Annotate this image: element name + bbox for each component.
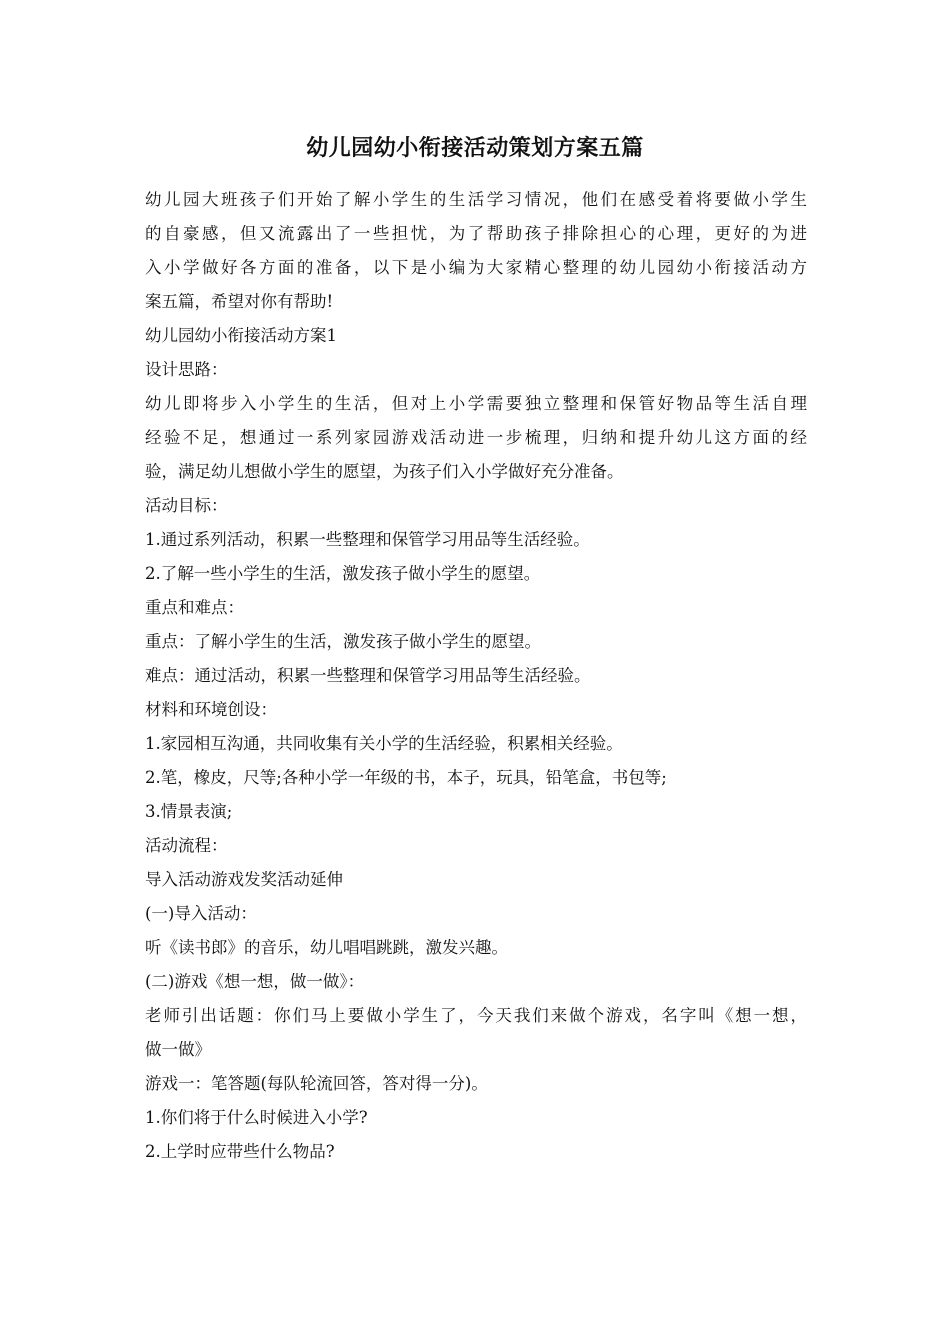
step1-heading: (一)导入活动： <box>145 904 257 923</box>
intro-line: 的自豪感，但又流露出了一些担忧，为了帮助孩子排除担心的心理，更好的为进 <box>145 224 807 243</box>
step1-text: 听《读书郎》的音乐，幼儿唱唱跳跳，激发兴趣。 <box>145 938 508 957</box>
design-heading: 设计思路： <box>145 360 228 379</box>
goal-item: 1.通过系列活动，积累一些整理和保管学习用品等生活经验。 <box>145 530 590 549</box>
design-line: 经验不足，想通过一系列家园游戏活动进一步梳理，归纳和提升幼儿这方面的经 <box>145 428 807 447</box>
design-line: 幼儿即将步入小学生的生活，但对上小学需要独立整理和保管好物品等生活自理 <box>145 394 807 413</box>
intro-line: 幼儿园大班孩子们开始了解小学生的生活学习情况，他们在感受着将要做小学生 <box>145 190 807 209</box>
material-item: 1.家园相互沟通，共同收集有关小学的生活经验，积累相关经验。 <box>145 734 623 753</box>
teacher-paragraph <box>145 999 807 1067</box>
process-flow: 导入活动游戏发奖活动延伸 <box>145 870 343 889</box>
teacher-line: 做一做》 <box>145 1040 211 1059</box>
game1-heading: 游戏一：笔答题(每队轮流回答，答对得一分)。 <box>145 1074 488 1093</box>
plan1-heading: 幼儿园幼小衔接活动方案1 <box>145 326 337 345</box>
materials-heading: 材料和环境创设： <box>145 700 277 719</box>
process-heading: 活动流程： <box>145 836 228 855</box>
material-item: 2.笔，橡皮，尺等;各种小学一年级的书，本子，玩具，铅笔盒，书包等; <box>145 768 667 787</box>
question-item: 2.上学时应带些什么物品? <box>145 1142 335 1161</box>
difficult-point: 难点：通过活动，积累一些整理和保管学习用品等生活经验。 <box>145 666 591 685</box>
document-title: 幼儿园幼小衔接活动策划方案五篇 <box>306 135 644 161</box>
material-item: 3.情景表演; <box>145 802 233 821</box>
goals-heading: 活动目标： <box>145 496 228 515</box>
design-paragraph <box>145 387 807 489</box>
step2-heading: (二)游戏《想一想，做一做》： <box>145 972 365 991</box>
key-point: 重点：了解小学生的生活，激发孩子做小学生的愿望。 <box>145 632 541 651</box>
teacher-line: 老师引出话题：你们马上要做小学生了，今天我们来做个游戏，名字叫《想一想， <box>145 1006 807 1025</box>
question-item: 1.你们将于什么时候进入小学? <box>145 1108 368 1127</box>
goal-item: 2.了解一些小学生的生活，激发孩子做小学生的愿望。 <box>145 564 541 583</box>
design-line: 验，满足幼儿想做小学生的愿望，为孩子们入小学做好充分准备。 <box>145 462 624 481</box>
document-body <box>145 183 807 1169</box>
intro-line: 入小学做好各方面的准备，以下是小编为大家精心整理的幼儿园幼小衔接活动方 <box>145 258 807 277</box>
key-heading: 重点和难点： <box>145 598 244 617</box>
intro-paragraph <box>145 183 807 319</box>
intro-line: 案五篇，希望对你有帮助! <box>145 292 334 311</box>
